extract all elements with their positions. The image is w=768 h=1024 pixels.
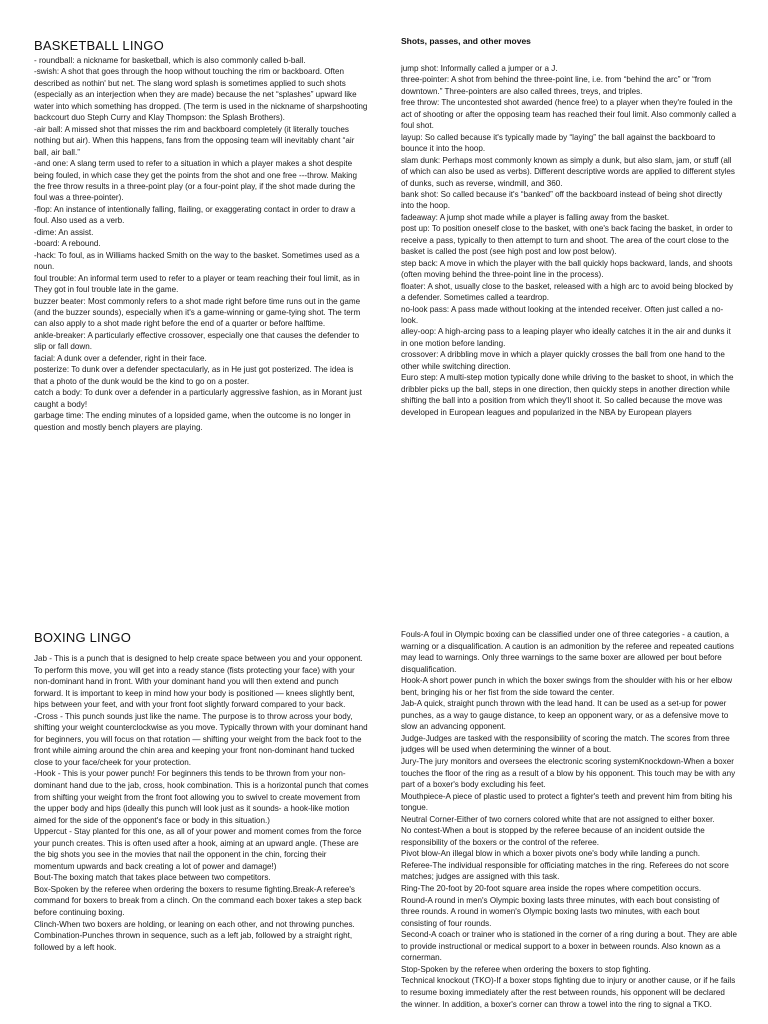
term-entry: floater: A shot, usually close to the basket, released with a high arc to avoid being blocked by a defender. Sometimes called a teardrop. [401,281,734,303]
term-entry: Uppercut - Stay planted for this one, as all of your power and moment comes from the force your punch creates. This is often used after a hook, aiming at an upward angle. (These are the big shots you see in the movies that nail the opponent in the chin, forcing their momentum upwards and back creating a lot of power and damage!) [34,827,362,871]
term-entry: foul trouble: An informal term used to refer to a player or team reaching their foul limit, as in They got in foul trouble late in the game. [34,273,360,295]
term-entry: Fouls-A foul in Olympic boxing can be classified under one of three categories - a caution, a warning or a disqualification. A caution is an admonition by the referee and repeated cautions may lead to warnings. Only three warnings to the same boxer are allowed per bout before disqualification. [401,630,734,674]
term-entry: Second-A coach or trainer who is stationed in the corner of a ring during a bout. They are able to provide instructional or medical support to a boxer in between rounds. Also known as a cornerman. [401,930,737,963]
term-entry: No contest-When a bout is stopped by the referee because of an incident outside the responsibility of the boxers or the control of the referee. [401,826,705,847]
term-entry: ankle-breaker: A particularly effective crossover, especially one that causes the defender to slip or fall down. [34,330,360,352]
term-entry: three-pointer: A shot from behind the three-point line, i.e. from “behind the arc” or “from downtown.” Three-pointers are also called threes, treys, and triples. [401,75,711,96]
term-entry: crossover: A dribbling move in which a player quickly crosses the ball from one hand to the other while switching direction. [401,350,725,371]
term-entry: buzzer beater: Most commonly refers to a shot made right before time runs out in the game (and the buzzer sounds), especially when it's a game-winning or game-tying shot. The term can also apply to a shot made right before the end of a quarter or before halftime. [34,296,361,329]
term-entry: Neutral Corner-Either of two corners colored white that are not assigned to either boxer. [401,814,715,824]
term-entry: Judge-Judges are tasked with the responsibility of scoring the match. The scores from three judges will be used when determining the winner of a bout. [401,733,730,755]
term-entry: layup: So called because it's typically made by “laying” the ball against the backboard to bounce it into the hoop. [401,132,716,154]
term-entry: posterize: To dunk over a defender spectacularly, as in He just got posterized. The idea is that a photo of the dunk would be the kind to go on a poster. [34,365,354,386]
term-entry: Mouthpiece-A piece of plastic used to protect a fighter's teeth and prevent him from biting his tongue. [401,791,733,813]
term-entry: Technical knockout (TKO)-If a boxer stops fighting due to injury or another cause, or if he fails to resume boxing immediately after the rest between rounds, his opponent will be declared the winner. In addition, a boxer's corner can throw a towel into the ring to signal a TKO. [401,976,736,1009]
term-entry: Pivot blow-An illegal blow in which a boxer pivots one's body while landing a punch. [401,849,700,859]
basketball-left-entries [34,55,369,433]
term-entry: Referee-The individual responsible for officiating matches in the ring. Referees do not score matches; judges are assigned with this task. [401,860,729,882]
term-entry: -board: A rebound. [34,239,101,249]
term-entry: Clinch-When two boxers are holding, or leaning on each other, and not throwing punches. [34,919,355,929]
term-entry: fadeaway: A jump shot made while a player is falling away from the basket. [401,212,670,222]
term-entry: step back: A move in which the player with the ball quickly hops backward, lands, and shoots (often moving behind the three-point line in the process). [401,258,733,280]
term-entry: -Cross - This punch sounds just like the name. The purpose is to throw across your body, shifting your weight counterclockwise as you move. Typically thrown with your dominant hand for beginners, you will focus on that rotation — shifting your weight from the back foot to the front while aiming around the chin area and keeping your front non-dominant hand tucked close to your face/cheek for your protection. [34,711,368,767]
term-entry: Euro step: A multi-step motion typically done while driving to the basket to shoot, in which the dribbler picks up the ball, steps in one direction, then quickly steps in another direction while shifting the ball into a position from which they'll shoot it. So called because the move was developed in European leagues and popularized in the NBA by European players [401,373,734,417]
boxing-right-column [401,629,737,1024]
term-entry: -Hook - This is your power punch! For beginners this tends to be thrown from your non-dominant hand due to the jab, cross, hook combination. This is a horizontal punch that comes from shifting your weight from the front foot allowing you to swivel to create movement from the upper body and hips (ideally this punch will look just as it sounds- a hook-like motion aimed for the side of the opponent's face or body in this situation.) [34,769,369,825]
shots-passes-heading: Shots, passes, and other moves [401,36,531,46]
term-entry: jump shot: Informally called a jumper or a J. [401,64,558,73]
term-entry: Jab-A quick, straight punch thrown with the lead hand. It can be used as a set-up for power punches, as a way to gauge distance, to keep an opponent wary, or as a defensive move to slow an advancing opponent. [401,699,729,732]
term-entry: slam dunk: Perhaps most commonly known as simply a dunk, but also slam, jam, or stuff (all of which can also be used as verbs). Different descriptive words are applied to different styles of dunks, such as reverse, windmill, and 360. [401,155,735,188]
term-entry: Stop-Spoken by the referee when ordering the boxers to stop fighting. [401,964,651,974]
term-entry: -and one: A slang term used to refer to a situation in which a player makes a shot despite being fouled, in which case they get the points from the shot and one free ---throw. Making the free throw results in a three-point play (or a four-point play, if the shot made during the foul was a three-pointer). [34,159,358,203]
boxing-left-entries [34,653,369,953]
term-entry: Ring-The 20-foot by 20-foot square area inside the ropes where competition occurs. [401,884,702,894]
boxing-title: BOXING LINGO [34,630,132,645]
boxing-right-entries [401,629,737,1010]
term-entry: - roundball: a nickname for basketball, which is also commonly called b-ball. [34,56,306,65]
term-entry: -dime: An assist. [34,227,94,237]
term-entry: -flop: An instance of intentionally falling, flailing, or exaggerating contact in order to draw a foul. Also used as a verb. [34,204,356,226]
term-entry: bank shot: So called because it's “banked” off the backboard instead of being shot directly into the hoop. [401,189,723,211]
basketball-title: BASKETBALL LINGO [34,38,164,53]
term-entry: facial: A dunk over a defender, right in their face. [34,353,207,363]
term-entry: Box-Spoken by the referee when ordering the boxers to resume fighting.Break-A referee's command for boxers to break from a clinch. On the command each boxer takes a step back before continuing boxing. [34,884,362,918]
term-entry: garbage time: The ending minutes of a lopsided game, when the outcome is no longer in question and mostly bench players are playing. [34,411,351,432]
term-entry: -air ball: A missed shot that misses the rim and backboard completely (it literally touches nothing but air). When this happens, fans from the opposing team will inevitably chant “air ball, air ball.” [34,124,355,157]
term-entry: free throw: The uncontested shot awarded (hence free) to a player when they're fouled in the act of shooting or after the opposing team has reached their foul limit. Also commonly called a foul shot. [401,98,737,131]
term-entry: Hook-A short power punch in which the boxer swings from the shoulder with his or her elbow bent, bringing his or her fist from the side toward the center. [401,676,733,697]
term-entry: post up: To position oneself close to the basket, with one's back facing the basket, in order to receive a pass, typically to then attempt to turn and shoot. The area of the court close to the basket is called the post (see high post and low post below). [401,224,733,257]
term-entry: alley-oop: A high-arcing pass to a leaping player who ideally catches it in the air and dunks it in one motion before landing. [401,327,731,348]
term-entry: no-look pass: A pass made without looking at the intended receiver. Often just called a no-look. [401,304,724,325]
term-entry: Combination-Punches thrown in sequence, such as a left jab, followed by a straight right, followed by a left hook. [34,931,353,952]
term-entry: Round-A round in men's Olympic boxing lasts three minutes, with each bout consisting of three rounds. A round in women's Olympic boxing lasts two minutes, with each bout consisting of four rounds. [401,895,720,928]
term-entry: -hack: To foul, as in Williams hacked Smith on the way to the basket. Sometimes used as a noun. [34,250,360,272]
boxing-left-column [34,630,369,1024]
basketball-right-entries [401,63,737,418]
term-entry: Bout-The boxing match that takes place between two competitors. [34,873,271,883]
term-entry: catch a body: To dunk over a defender in a particularly aggressive fashion, as in Morant just caught a body! [34,388,362,409]
basketball-left-column [34,38,369,478]
term-entry: Jury-The jury monitors and oversees the electronic scoring systemKnockdown-When a boxer touches the floor of the ring as a result of a blow by his opponent. This touch may be with any part of a boxer's body excluding his feet. [401,757,736,790]
term-entry: Jab - This is a punch that is designed to help create space between you and your opponent. To perform this move, you will get into a ready stance (fists protecting your face) with your non-dominant hand in front. With your dominant hand you will then extend and punch forward. It is important to keep in mind how your body is positioned — knees slightly bent, hips between your feet, and with your front foot slightly forward compared to your back. [34,654,363,710]
basketball-right-column [401,36,737,456]
term-entry: -swish: A shot that goes through the hoop without touching the rim or backboard. Often described as nothin' but net. The slang word splash is sometimes applied to such shots (especially as an interjection when they are made) because the net “splashes” upward like water into which something has dropped. (The term is used in the nickname of sharpshooting backcourt duo Steph Curry and Klay Thompson: the Splash Brothers). [34,67,368,123]
